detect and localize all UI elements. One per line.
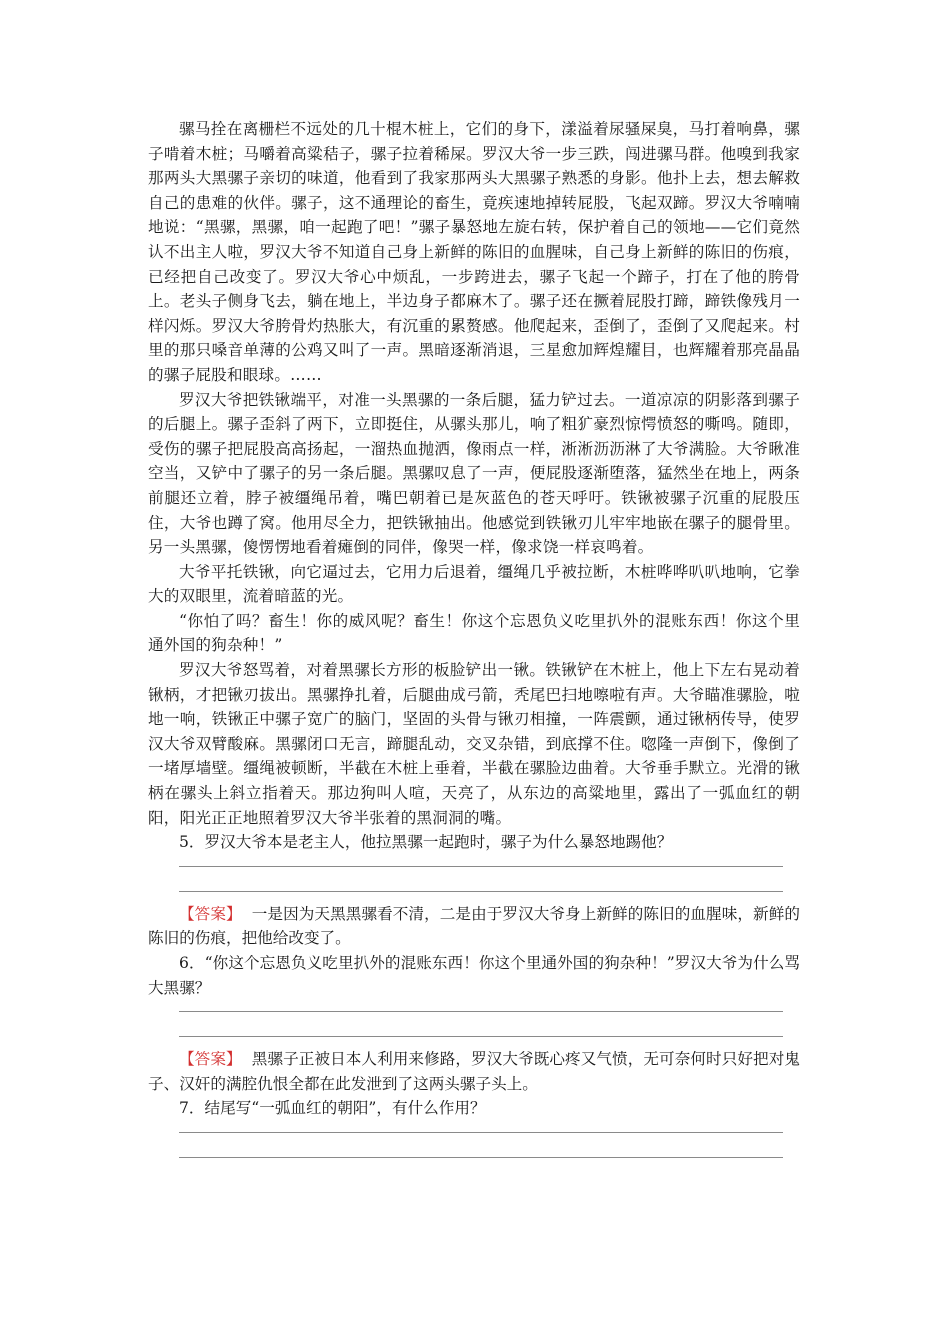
question-7: 7．结尾写“一弧血红的朝阳”，有什么作用？	[179, 1099, 486, 1118]
spacer	[148, 1012, 800, 1036]
passage-paragraph-4: “你怕了吗？畜生！你的威风呢？畜生！你这个忘恩负义吃里扒外的混账东西！你这个里通外国的狗杂种！”	[148, 611, 800, 655]
question-5: 5．罗汉大爷本是老主人，他拉黑骡一起跑时，骡子为什么暴怒地踢他？	[179, 833, 673, 852]
spacer	[148, 1121, 800, 1132]
answer-blank-line[interactable]	[179, 1157, 783, 1158]
answer-5	[148, 902, 800, 951]
answer-text: 一是因为天黑黑骡看不清，二是由于罗汉大爷身上新鲜的陈旧的血腥味，新鲜的陈旧的伤痕，把他给改变了。	[148, 904, 800, 948]
spacer	[148, 1037, 800, 1047]
spacer	[148, 867, 800, 891]
passage-paragraph-2: 罗汉大爷把铁锹端平，对准一头黑骡的一条后腿，猛力铲过去。一道凉凉的阴影落到骡子的后腿上。骡子歪斜了两下，立即挺住，从骡头那儿，响了粗犷豪烈惊愕愤怒的嘶鸣。随即，受伤的骡子把屁股高高扬起，一溜热血抛洒，像雨点一样，淅淅沥沥淋了大爷满脸。大爷瞅准空当，又铲中了骡子的另一条后腿。黑骡叹息了一声，便屁股逐渐堕落，猛然坐在地上，两条前腿还立着，脖子被缰绳吊着，嘴巴朝着已是灰蓝色的苍天呼吁。铁锹被骡子沉重的屁股压住，大爷也蹲了窝。他用尽全力，把铁锹抽出。他感觉到铁锹刃儿牢牢地嵌在骡子的腿骨里。另一头黑骡，傻愣愣地看着瘫倒的同伴，像哭一样，像求饶一样哀鸣着。	[148, 390, 800, 557]
passage-paragraph-5: 罗汉大爷怒骂着，对着黑骡长方形的板脸铲出一锹。铁锹铲在木桩上，他上下左右晃动着锹柄，才把锹刃拔出。黑骡挣扎着，后腿曲成弓箭，秃尾巴扫地嚓啦有声。大爷瞄准骡脸，啦地一响，铁锹正中骡子宽广的脑门，坚固的头骨与锹刃相撞，一阵震颤，通过锹柄传导，使罗汉大爷双臂酸麻。黑骡闭口无言，蹄腿乱动，交叉杂错，到底撑不住。唿隆一声倒下，像倒了一堵厚墙壁。缰绳被顿断，半截在木桩上垂着，半截在骡脸边曲着。大爷垂手默立。光滑的锹柄在骡头上斜立指着天。那边狗叫人喧，天亮了，从东边的高粱地里，露出了一弧血红的朝阳，阳光正正地照着罗汉大爷半张着的黑洞洞的嘴。	[148, 661, 800, 827]
spacer	[148, 855, 800, 866]
spacer	[148, 1000, 800, 1011]
answer-tag: 【答案】	[179, 904, 242, 923]
answer-tag: 【答案】	[179, 1050, 242, 1069]
spacer	[148, 1133, 800, 1157]
document-body	[148, 117, 800, 1158]
passage-paragraph-3: 大爷平托铁锹，向它逼过去，它用力后退着，缰绳几乎被拉断，木桩哗哗叭叭地响，它拳大的双眼里，流着暗蓝的光。	[148, 562, 800, 606]
answer-6	[148, 1047, 800, 1096]
answer-text: 黑骡子正被日本人利用来修路，罗汉大爷既心疼又气愤，无可奈何时只好把对鬼子、汉奸的满腔仇恨全都在此发泄到了这两头骡子头上。	[148, 1050, 800, 1093]
question-6: 6．“你这个忘恩负义吃里扒外的混账东西！你这个里通外国的狗杂种！”罗汉大爷为什么骂大黑骡？	[148, 954, 800, 997]
passage-paragraph-1: 骡马拴在离栅栏不远处的几十棍木桩上，它们的身下，漾溢着尿骚屎臭，马打着响鼻，骡子啃着木桩；马嚼着高粱秸子，骡子拉着稀屎。罗汉大爷一步三跌，闯进骡马群。他嗅到我家那两头大黑骡子亲切的味道，他看到了我家那两头大黑骡子熟悉的身影。他扑上去，想去解救自己的患难的伙伴。骡子，这不通理论的畜生，竟疾速地掉转屁股，飞起双蹄。罗汉大爷喃喃地说：“黑骡，黑骡，咱一起跑了吧！”骡子暴怒地左旋右转，保护着自己的领地——它们竟然认不出主人啦，罗汉大爷不知道自己身上新鲜的陈旧的血腥味，自己身上新鲜的陈旧的伤痕，已经把自己改变了。罗汉大爷心中烦乱，一步跨进去，骡子飞起一个蹄子，打在了他的胯骨上。老头子侧身飞去，躺在地上，半边身子都麻木了。骡子还在撅着屁股打蹄，蹄铁像残月一样闪烁。罗汉大爷胯骨灼热胀大，有沉重的累赘感。他爬起来，歪倒了，歪倒了又爬起来。村里的那只嗓音单薄的公鸡又叫了一声。黑暗逐渐消退，三星愈加辉煌耀目，也辉耀着那亮晶晶的骡子屁股和眼球。……	[148, 120, 800, 384]
spacer	[148, 892, 800, 902]
